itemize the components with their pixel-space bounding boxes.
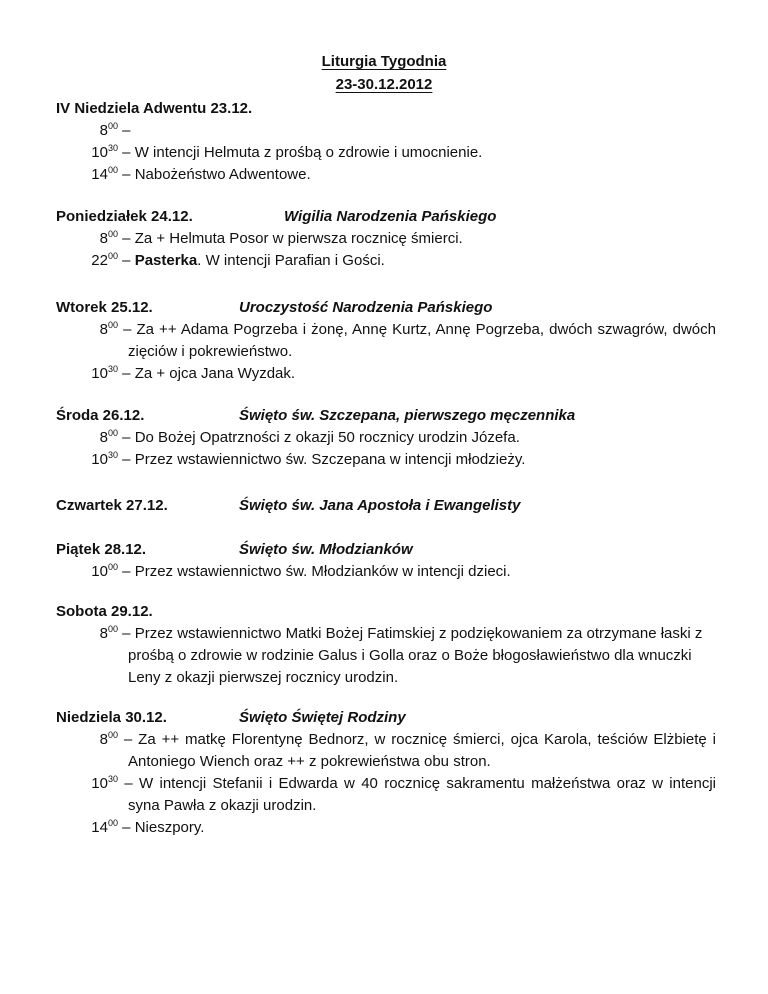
day-header — [56, 297, 716, 319]
mass-intention: Nieszpory. — [134, 819, 205, 836]
mass-time: $14^{00}$ — [91, 165, 118, 183]
feast-name: Święto św. Młodzianków — [239, 541, 413, 558]
day-header — [56, 405, 716, 427]
mass-time: $8^{00}$ — [99, 229, 118, 247]
mass-intention: Do Bożej Opatrzności z okazji 50 rocznicy urodzin Józefa. — [134, 429, 520, 446]
mass-entry: $8^{00}$ – Za ++ Adama Pogrzeba i żonę, Annę Kurtz, Annę Pogrzeba, dwóch szwagrów, dwóch zięciów i pokrewieństwo. — [56, 319, 716, 363]
day-section — [56, 707, 716, 839]
feast-name: Święto Świętej Rodziny — [239, 709, 406, 726]
day-section — [56, 297, 716, 385]
day-header — [56, 601, 716, 623]
mass-intention: W intencji Stefanii i Edwarda w 40 rocznicę sakramentu małżeństwa oraz w intencji syna Pawła z okazji urodzin. — [128, 775, 716, 814]
day-name: Poniedziałek 24.12. — [56, 208, 193, 225]
mass-time: $8^{00}$ — [99, 624, 118, 642]
mass-entry: $14^{00}$ – Nieszpory. — [56, 817, 716, 839]
day-section — [56, 539, 716, 583]
mass-intention: . W intencji Parafian i Gości. — [197, 252, 385, 269]
mass-intention: Przez wstawiennictwo św. Młodzianków w intencji dzieci. — [134, 563, 511, 580]
document-date-range: 23-30.12.2012 — [335, 76, 433, 93]
mass-intention: Za + Helmuta Posor w pierwsza rocznicę śmierci. — [134, 230, 463, 247]
mass-time: $10^{00}$ — [91, 562, 118, 580]
day-name: Czwartek 27.12. — [56, 497, 168, 514]
mass-entry: $8^{00}$ – Przez wstawiennictwo Matki Bożej Fatimskiej z podziękowaniem za otrzymane łaski z prośbą o zdrowie w rodzinie Galus i Golla oraz o Boże błogosławieństwo dla wnuczki Leny z okazji pierwszej rocznicy urodzin. — [56, 623, 716, 689]
mass-time: $8^{00}$ — [99, 121, 118, 139]
mass-entry: $8^{00}$ – Za ++ matkę Florentynę Bednorz, w rocznicę śmierci, ojca Karola, teściów Elżbietę i Antoniego Wiench oraz ++ z pokrewieństwa obu stron. — [56, 729, 716, 773]
mass-entry: $10^{00}$ – Przez wstawiennictwo św. Młodzianków w intencji dzieci. — [56, 561, 716, 583]
feast-name: Wigilia Narodzenia Pańskiego — [284, 208, 497, 225]
mass-entry: $8^{00}$ – Za + Helmuta Posor w pierwsza rocznicę śmierci. — [56, 228, 716, 250]
feast-name: Uroczystość Narodzenia Pańskiego — [239, 299, 493, 316]
day-section — [56, 495, 716, 517]
mass-entry: $10^{30}$ – Przez wstawiennictwo św. Szczepana w intencji młodzieży. — [56, 449, 716, 471]
mass-entry: $8^{00}$ – — [56, 120, 716, 142]
day-header — [56, 539, 716, 561]
mass-time: $22^{00}$ — [91, 251, 118, 269]
mass-time: $10^{30}$ — [91, 774, 118, 792]
day-name: Niedziela 30.12. — [56, 709, 167, 726]
mass-time: $14^{00}$ — [91, 818, 118, 836]
day-header — [56, 707, 716, 729]
day-section — [56, 405, 716, 471]
day-section — [56, 98, 716, 186]
mass-time: $10^{30}$ — [91, 143, 118, 161]
mass-time: $8^{00}$ — [99, 428, 118, 446]
mass-intention: Za + ojca Jana Wyzdak. — [134, 365, 296, 382]
mass-entry: $10^{30}$ – Za + ojca Jana Wyzdak. — [56, 363, 716, 385]
day-header — [56, 206, 716, 228]
document-title: Liturgia Tygodnia — [321, 53, 447, 70]
mass-time: $10^{30}$ — [91, 450, 118, 468]
mass-entry: $14^{00}$ – Nabożeństwo Adwentowe. — [56, 164, 716, 186]
day-header — [56, 98, 716, 120]
day-header — [56, 495, 716, 517]
day-section — [56, 601, 716, 689]
mass-intention: Nabożeństwo Adwentowe. — [134, 166, 311, 183]
mass-time: $8^{00}$ — [99, 730, 118, 748]
mass-intention: Za ++ matkę Florentynę Bednorz, w rocznicę śmierci, ojca Karola, teściów Elżbietę i Antoniego Wiench oraz ++ z pokrewieństwa obu stron. — [128, 731, 716, 770]
mass-intention: Przez wstawiennictwo św. Szczepana w intencji młodzieży. — [134, 451, 526, 468]
day-name: Środa 26.12. — [56, 407, 145, 424]
mass-time: $10^{30}$ — [91, 364, 118, 382]
mass-intention: Za ++ Adama Pogrzeba i żonę, Annę Kurtz, Annę Pogrzeba, dwóch szwagrów, dwóch zięciów i pokrewieństwo. — [128, 321, 716, 360]
feast-name: Święto św. Jana Apostoła i Ewangelisty — [239, 497, 521, 514]
day-name: Sobota 29.12. — [56, 603, 153, 620]
mass-time: $8^{00}$ — [99, 320, 118, 338]
mass-entry: $22^{00}$ – Pasterka. W intencji Parafian i Gości. — [56, 250, 716, 272]
day-name: IV Niedziela Adwentu 23.12. — [56, 100, 253, 117]
day-name: Piątek 28.12. — [56, 541, 147, 558]
day-section — [56, 206, 716, 272]
mass-entry: $8^{00}$ – Do Bożej Opatrzności z okazji 50 rocznicy urodzin Józefa. — [56, 427, 716, 449]
mass-highlight: Pasterka — [134, 252, 198, 269]
mass-entry: $10^{30}$ – W intencji Helmuta z prośbą o zdrowie i umocnienie. — [56, 142, 716, 164]
feast-name: Święto św. Szczepana, pierwszego męczennika — [239, 407, 576, 424]
mass-entry: $10^{30}$ – W intencji Stefanii i Edwarda w 40 rocznicę sakramentu małżeństwa oraz w intencji syna Pawła z okazji urodzin. — [56, 773, 716, 817]
mass-intention: Przez wstawiennictwo Matki Bożej Fatimskiej z podziękowaniem za otrzymane łaski z prośbą o zdrowie w rodzinie Galus i Golla oraz o Boże błogosławieństwo dla wnuczki Leny z okazji pierwszej rocznicy urodzin. — [128, 625, 703, 686]
mass-intention: W intencji Helmuta z prośbą o zdrowie i umocnienie. — [134, 144, 483, 161]
day-name: Wtorek 25.12. — [56, 299, 153, 316]
